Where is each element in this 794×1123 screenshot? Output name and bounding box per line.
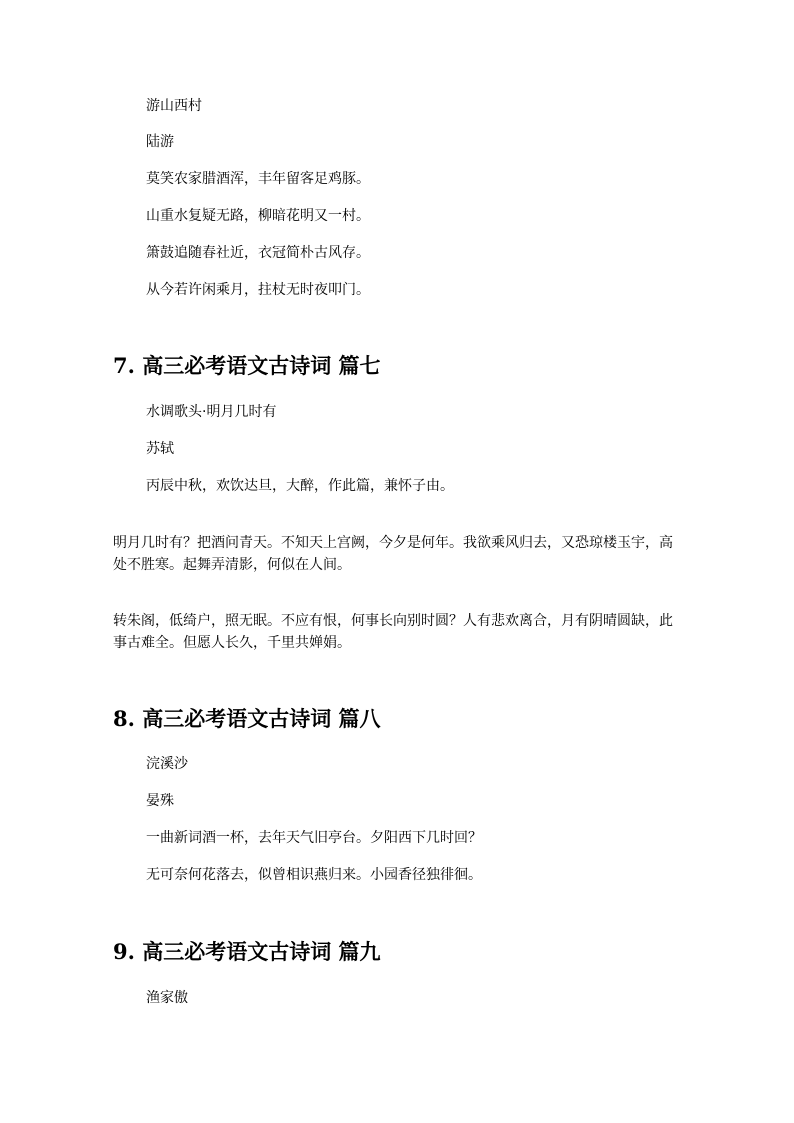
- section-heading: 7. 高三必考语文古诗词 篇七: [113, 353, 381, 378]
- poem-title: 浣溪沙: [146, 756, 188, 772]
- section-heading: 8. 高三必考语文古诗词 篇八: [113, 706, 381, 731]
- poem-line: 箫鼓追随春社近，衣冠简朴古风存。: [146, 245, 370, 261]
- poem-paragraph: 明月几时有？把酒问青天。不知天上宫阙，今夕是何年。我欲乘风归去，又恐琼楼玉宇，高处不胜寒。起舞弄清影，何似在人间。: [113, 535, 673, 573]
- poem-author: 苏轼: [146, 441, 174, 457]
- poem-author: 陆游: [146, 134, 174, 150]
- poem-title: 游山西村: [146, 98, 202, 114]
- poem-title: 渔家傲: [146, 990, 188, 1006]
- poem-preface: 丙辰中秋，欢饮达旦，大醉，作此篇，兼怀子由。: [146, 478, 454, 494]
- poem-line: 一曲新词酒一杯，去年天气旧亭台。夕阳西下几时回？: [146, 830, 482, 846]
- poem-line: 山重水复疑无路，柳暗花明又一村。: [146, 208, 370, 224]
- poem-line: 无可奈何花落去，似曾相识燕归来。小园香径独徘徊。: [146, 867, 482, 883]
- poem-author: 晏殊: [146, 793, 174, 809]
- poem-line: 从今若许闲乘月，拄杖无时夜叩门。: [146, 282, 370, 298]
- section-heading: 9. 高三必考语文古诗词 篇九: [113, 939, 381, 964]
- poem-paragraph: 转朱阁，低绮户，照无眠。不应有恨，何事长向别时圆？人有悲欢离合，月有阴晴圆缺，此事古难全。但愿人长久，千里共婵娟。: [113, 613, 673, 651]
- poem-title: 水调歌头·明月几时有: [146, 404, 277, 420]
- poem-line: 莫笑农家腊酒浑，丰年留客足鸡豚。: [146, 171, 370, 187]
